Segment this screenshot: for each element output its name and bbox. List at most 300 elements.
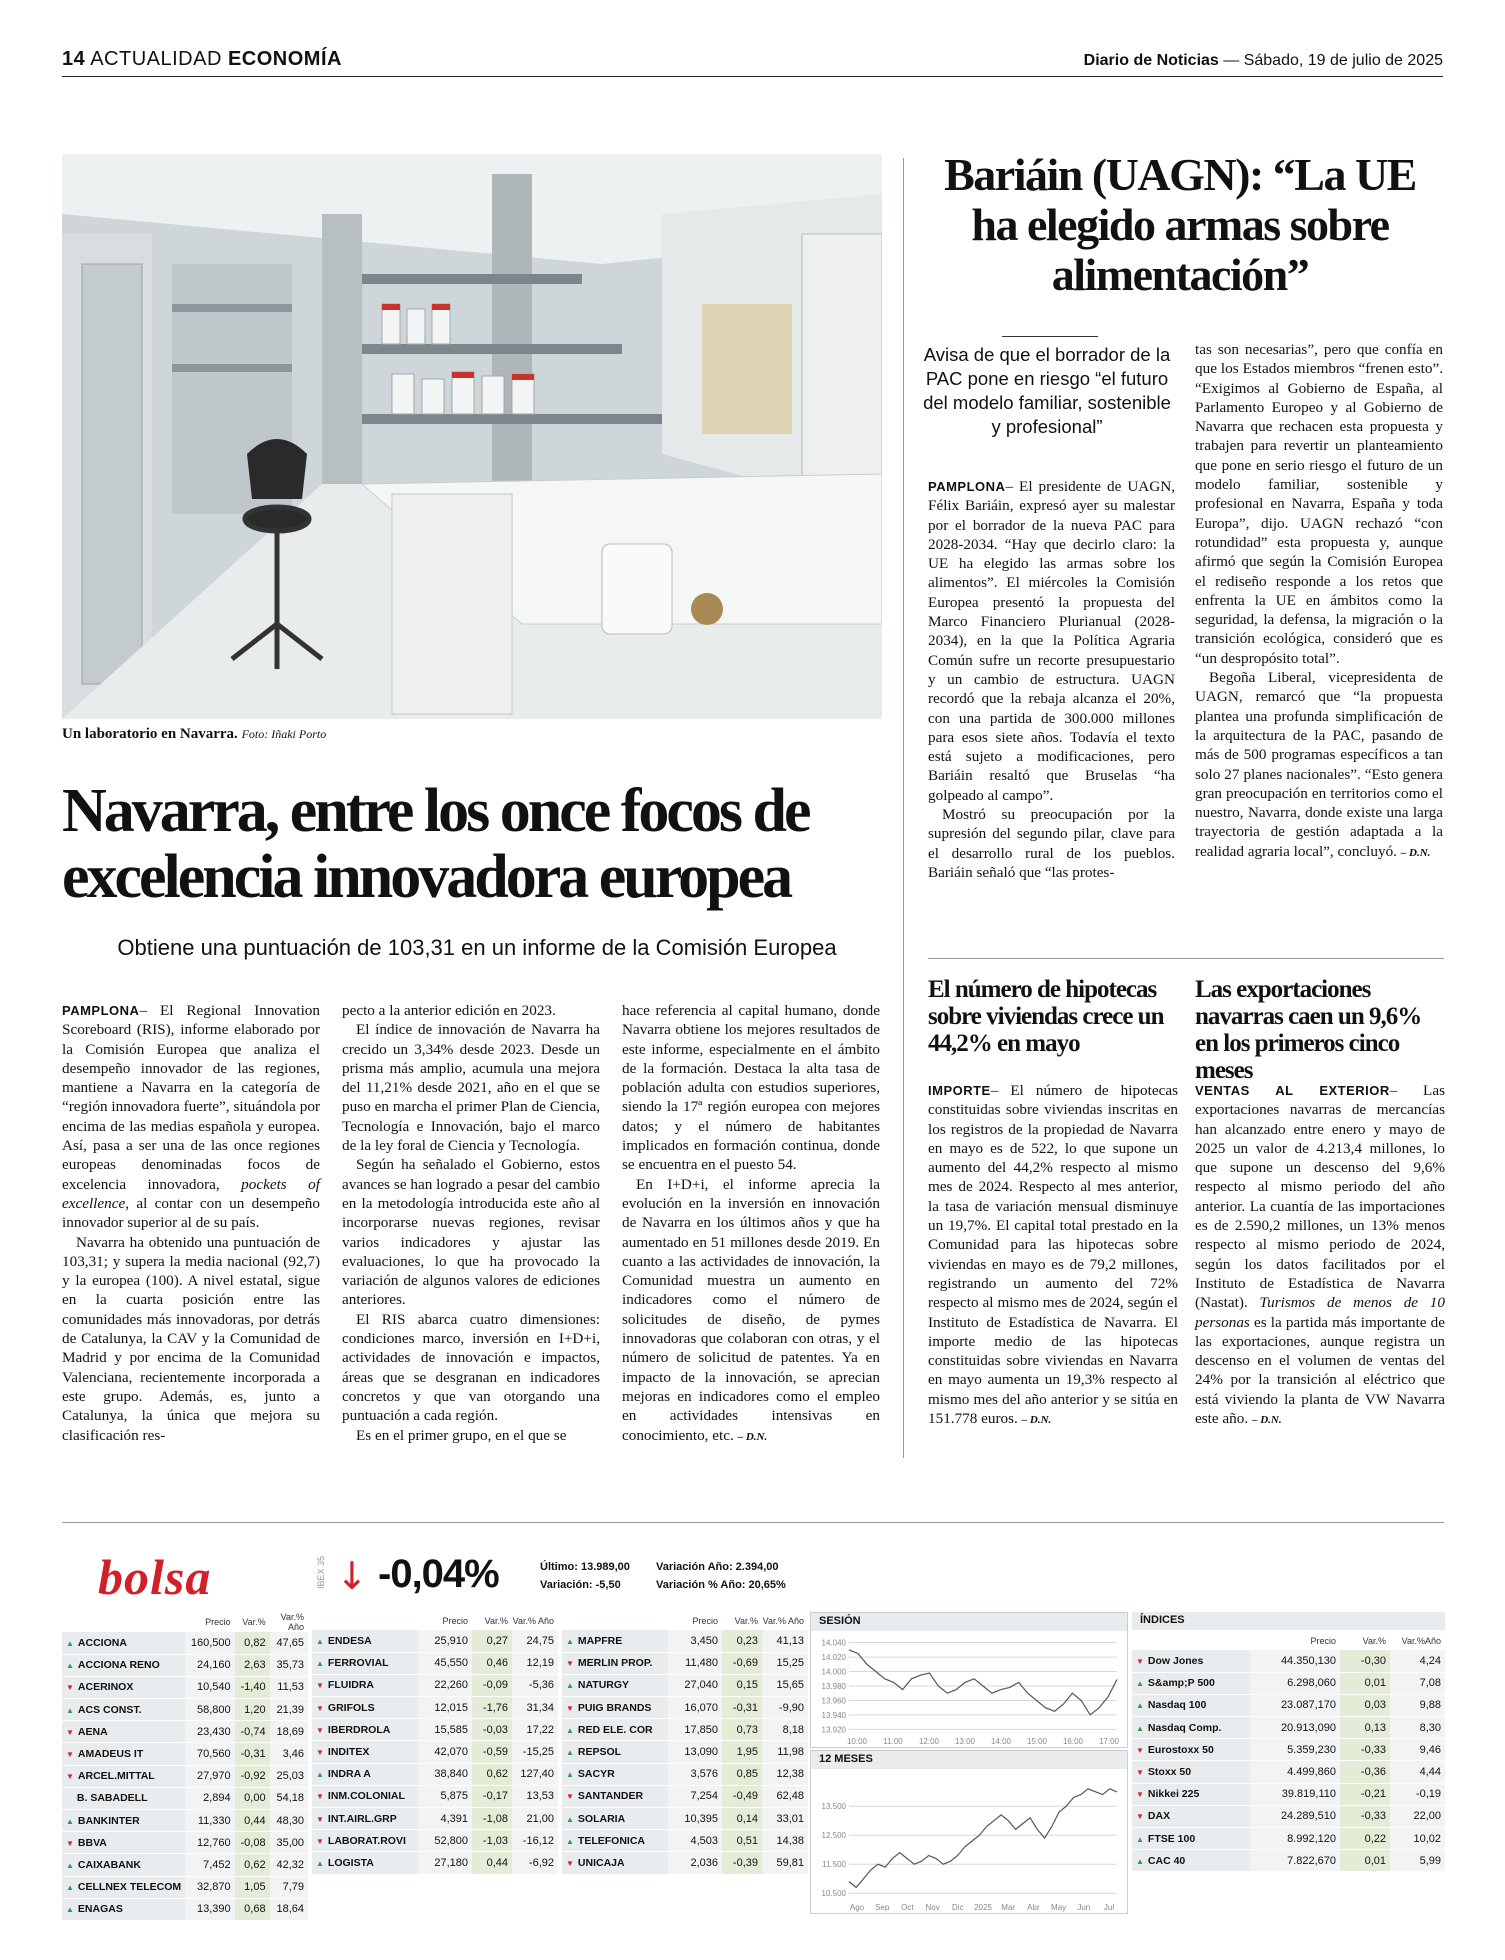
column-divider xyxy=(903,158,904,1458)
stock-change: -0,49 xyxy=(722,1785,762,1807)
arrow-up-icon xyxy=(66,1659,78,1671)
table-row xyxy=(62,1676,308,1698)
stock-price: 32,870 xyxy=(185,1876,234,1898)
stock-year-change: 59,81 xyxy=(762,1852,808,1874)
stock-price: 45,550 xyxy=(418,1652,472,1674)
main-col2-p0: pecto a la anterior edición en 2023. xyxy=(342,1002,556,1019)
stock-year-change: 9,46 xyxy=(1390,1739,1445,1761)
photo-caption xyxy=(62,726,326,743)
arrow-up-icon xyxy=(316,1635,328,1647)
stock-price: 12,015 xyxy=(418,1697,472,1719)
stock-price: 25,910 xyxy=(418,1630,472,1652)
x-tick-label: Abr xyxy=(1027,1903,1040,1912)
stock-year-change: 3,46 xyxy=(270,1743,308,1765)
arrow-down-icon xyxy=(66,1726,78,1738)
session-chart-title: SESIÓN xyxy=(811,1613,1127,1631)
main-col3-p0: hace referencia al capital humano, donde Navarra obtiene los mejores resultados de este informe, especialmente en el ámbito de la formación. Destaca la alta tasa de población adulta con estudios superiores, siendo la 17ª región europea con mejores datos; y el número de habitantes implicados en formación continua, donde se encuentra en el puesto 54. xyxy=(622,1002,880,1174)
y-tick-label: 14.020 xyxy=(821,1653,846,1663)
stock-year-change: 21,00 xyxy=(512,1808,558,1830)
table-row xyxy=(1132,1717,1445,1739)
ibex-tag: IBEX 35 xyxy=(316,1556,326,1590)
x-tick-label: May xyxy=(1051,1903,1067,1912)
x-tick-label: Dic xyxy=(952,1903,964,1912)
main-headline: Navarra, entre los once focos de excelencia innovadora europea xyxy=(62,777,809,911)
stock-change: 0,51 xyxy=(722,1830,762,1852)
stock-price: 2,894 xyxy=(185,1787,234,1809)
stock-name: ▼ ACERINOX xyxy=(62,1676,185,1698)
table-row xyxy=(62,1721,308,1743)
stock-year-change: 47,65 xyxy=(270,1632,308,1654)
main-article-column-2 xyxy=(342,1001,600,1445)
stock-name: ▼ DAX xyxy=(1132,1805,1250,1827)
arrow-up-icon xyxy=(1136,1699,1148,1711)
stock-change: 0,00 xyxy=(235,1787,270,1809)
hipotecas-headline: El número de hipotecas sobre viviendas crece un 44,2% en mayo xyxy=(928,976,1164,1057)
table-row xyxy=(62,1765,308,1787)
arrow-up-icon xyxy=(566,1635,578,1647)
stock-change: 0,01 xyxy=(1340,1850,1390,1872)
stock-change: 0,13 xyxy=(1340,1717,1390,1739)
lab-photo-illustration xyxy=(62,154,882,719)
stocks-table-3: Precio Var.% Var.% Año ▲ MAPFRE 3,450 0,23 41,13 ▼ MERLIN PROP. 11,480 -0,69 15,25 ▲ NATURGY 27,040 0,15 15,65 ▼ PUIG BRANDS 16,070 -0,31 -9,90 ▲ RED ELE. COR 17,850 0,73 8,18 ▲ REPSOL 13,090 1,95 11,98 ▲ SACYR 3,576 0,85 12,38 ▼ SANTANDER 7,254 -0,49 62,48 ▲ SOLARIA 10,395 0,14 33,01 ▲ TELEFONICA 4,503 0,51 14,38 ▼ UNICAJA 2,036 -0,39 59,81 xyxy=(562,1612,808,1875)
stock-change: -0,59 xyxy=(472,1741,512,1763)
arrow-down-icon xyxy=(1136,1766,1148,1778)
stock-change: -0,03 xyxy=(472,1719,512,1741)
header-rule xyxy=(62,76,1443,77)
stock-price: 44.350,130 xyxy=(1250,1650,1340,1672)
stock-change: 0,22 xyxy=(1340,1828,1390,1850)
main-subheadline: Obtiene una puntuación de 103,31 en un informe de la Comisión Europea xyxy=(117,935,837,960)
stock-year-change: -6,92 xyxy=(512,1852,558,1874)
y-tick-label: 10.500 xyxy=(821,1889,846,1899)
stock-price: 38,840 xyxy=(418,1763,472,1785)
stock-change: 0,01 xyxy=(1340,1672,1390,1694)
table-row xyxy=(312,1741,558,1763)
stock-name: ▼ Eurostoxx 50 xyxy=(1132,1739,1250,1761)
ibex-change: -0,04% xyxy=(378,1552,499,1596)
deck-rule xyxy=(1002,336,1098,337)
x-tick-label: Ago xyxy=(849,1903,865,1912)
stock-name: ▼ PUIG BRANDS xyxy=(562,1697,668,1719)
stock-price: 23,430 xyxy=(185,1721,234,1743)
table-row xyxy=(312,1785,558,1807)
stock-year-change: 41,13 xyxy=(762,1630,808,1652)
stock-year-change: 17,22 xyxy=(512,1719,558,1741)
stock-price: 5.359,230 xyxy=(1250,1739,1340,1761)
stock-change: 1,95 xyxy=(722,1741,762,1763)
stocks-table-2: Precio Var.% Var.% Año ▲ ENDESA 25,910 0,27 24,75 ▲ FERROVIAL 45,550 0,46 12,19 ▼ FLUIDRA 22,260 -0,09 -5,36 ▼ GRIFOLS 12,015 -1,76 31,34 ▼ IBERDROLA 15,585 -0,03 17,22 ▼ INDITEX 42,070 -0,59 -15,25 ▲ INDRA A 38,840 0,62 127,40 ▼ INM.COLONIAL 5,875 -0,17 13,53 ▼ INT.AIRL.GRP 4,391 -1,08 21,00 ▼ LABORAT.ROVI 52,800 -1,03 -16,12 ▲ LOGISTA 27,180 0,44 -6,92 xyxy=(312,1612,558,1875)
stock-name: ▼ Dow Jones xyxy=(1132,1650,1250,1672)
stock-name: ▲ SACYR xyxy=(562,1763,668,1785)
main-col1-p1: PAMPLONA– El Regional Innovation Scoreboard (RIS), informe elaborado por la Comisión Europea que analiza el desempeño innovador de las regiones, mantiene a Navarra en la categoría de “región innovadora fuerte”, situándola por encima de las medias española y europea. Así, pasa a ser una de las once regiones europeas denominadas focos de excelencia innovadora, pockets of excellence, al contar con un desempeño innovador superior al de su país. xyxy=(62,1002,320,1232)
stock-price: 10,540 xyxy=(185,1676,234,1698)
issue-date: — Sábado, 19 de julio de 2025 xyxy=(1223,52,1443,69)
stocks-table-1: Precio Var.% Var.% Año ▲ ACCIONA 160,500 0,82 47,65 ▲ ACCIONA RENO 24,160 2,63 35,73 ▼ ACERINOX 10,540 -1,40 11,53 ▲ ACS CONST. 58,800 1,20 21,39 ▼ AENA 23,430 -0,74 18,69 ▼ AMADEUS IT 70,560 -0,31 3,46 ▼ ARCEL.MITTAL 27,970 -0,92 25,03 B. SABADELL 2,894 0,00 54,18 ▲ BANKINTER 11,330 0,44 48,30 ▼ BBVA 12,760 -0,08 35,00 ▲ CAIXABANK 7,452 0,62 42,32 ▲ CELLNEX TELECOM 32,870 1,05 7,79 ▲ ENAGAS 13,390 0,68 18,64 xyxy=(62,1612,308,1921)
stock-year-change: 25,03 xyxy=(270,1765,308,1787)
stock-name: ▼ Stoxx 50 xyxy=(1132,1761,1250,1783)
stock-price: 5,875 xyxy=(418,1785,472,1807)
stock-name: ▼ INDITEX xyxy=(312,1741,418,1763)
y-tick-label: 14.000 xyxy=(821,1667,846,1677)
stock-name: ▲ REPSOL xyxy=(562,1741,668,1763)
stock-change: 0,68 xyxy=(235,1898,270,1920)
table-row xyxy=(562,1830,808,1852)
stock-name: ▼ AENA xyxy=(62,1721,185,1743)
stock-year-change: 62,48 xyxy=(762,1785,808,1807)
table-row xyxy=(1132,1761,1445,1783)
stock-price: 27,970 xyxy=(185,1765,234,1787)
series-line xyxy=(849,1789,1117,1888)
arrow-up-icon xyxy=(566,1768,578,1780)
stock-change: -0,30 xyxy=(1340,1650,1390,1672)
arrow-down-icon xyxy=(1136,1744,1148,1756)
table-row xyxy=(312,1852,558,1874)
stock-name: ▼ FLUIDRA xyxy=(312,1674,418,1696)
stock-name: ▼ GRIFOLS xyxy=(312,1697,418,1719)
x-tick-label: Oct xyxy=(901,1903,914,1912)
stock-price: 13,390 xyxy=(185,1898,234,1920)
stock-change: -0,69 xyxy=(722,1652,762,1674)
y-tick-label: 13.920 xyxy=(821,1725,846,1735)
right-section-rule xyxy=(928,958,1444,959)
ibex-var-pct-anio: 20,65% xyxy=(748,1579,786,1591)
stock-change: 0,44 xyxy=(472,1852,512,1874)
arrow-up-icon xyxy=(566,1746,578,1758)
stock-year-change: -5,36 xyxy=(512,1674,558,1696)
stock-change: 0,44 xyxy=(235,1810,270,1832)
arrow-up-icon xyxy=(66,1704,78,1716)
uagn-col1-p2: Mostró su preocupación por la supresión del segundo pilar, clave para el desarrollo rural de los pueblos. Bariáin señaló que “las protes- xyxy=(928,806,1175,881)
table-row xyxy=(312,1763,558,1785)
x-tick-label: Jul xyxy=(1103,1903,1115,1912)
stock-price: 22,260 xyxy=(418,1674,472,1696)
table-row xyxy=(1132,1672,1445,1694)
arrow-up-icon xyxy=(66,1903,78,1915)
stock-change: -0,33 xyxy=(1340,1739,1390,1761)
stock-price: 3,450 xyxy=(668,1630,722,1652)
stock-year-change: 13,53 xyxy=(512,1785,558,1807)
stock-change: 2,63 xyxy=(235,1654,270,1676)
ibex-var-anio: 2.394,00 xyxy=(735,1561,779,1573)
arrow-up-icon xyxy=(1136,1722,1148,1734)
indices-title: ÍNDICES xyxy=(1132,1612,1445,1630)
arrow-up-icon xyxy=(66,1637,78,1649)
session-chart-svg xyxy=(811,1631,1127,1747)
table-row xyxy=(312,1630,558,1652)
stock-name: ▲ LOGISTA xyxy=(312,1852,418,1874)
x-tick-label: 12:00 xyxy=(918,1737,940,1746)
bolsa-top-rule xyxy=(62,1522,1444,1523)
stock-year-change: 18,64 xyxy=(270,1898,308,1920)
arrow-down-icon xyxy=(66,1748,78,1760)
stock-price: 7,452 xyxy=(185,1854,234,1876)
arrow-down-icon xyxy=(316,1702,328,1714)
stock-name: ▲ SOLARIA xyxy=(562,1808,668,1830)
arrow-up-icon xyxy=(566,1835,578,1847)
stock-name: B. SABADELL xyxy=(62,1787,185,1809)
table-row xyxy=(1132,1850,1445,1872)
stock-year-change: 4,44 xyxy=(1390,1761,1445,1783)
stock-price: 27,040 xyxy=(668,1674,722,1696)
arrow-down-icon xyxy=(316,1790,328,1802)
stock-price: 20.913,090 xyxy=(1250,1717,1340,1739)
arrow-down-icon: ↓ xyxy=(336,1554,368,1598)
stock-change: -1,08 xyxy=(472,1808,512,1830)
stock-year-change: 24,75 xyxy=(512,1630,558,1652)
stock-year-change: 18,69 xyxy=(270,1721,308,1743)
arrow-up-icon xyxy=(316,1857,328,1869)
stock-name: ▲ S&amp;P 500 xyxy=(1132,1672,1250,1694)
table-row xyxy=(562,1763,808,1785)
stock-price: 10,395 xyxy=(668,1808,722,1830)
stock-change: 0,27 xyxy=(472,1630,512,1652)
series-line xyxy=(849,1650,1117,1715)
ibex-variacion: -5,50 xyxy=(595,1579,621,1591)
stock-name: ▲ Nasdaq Comp. xyxy=(1132,1717,1250,1739)
arrow-up-icon xyxy=(316,1768,328,1780)
stock-change: -1,40 xyxy=(235,1676,270,1698)
stock-price: 8.992,120 xyxy=(1250,1828,1340,1850)
stock-price: 17,850 xyxy=(668,1719,722,1741)
stock-price: 11,330 xyxy=(185,1810,234,1832)
stock-name: ▲ CAIXABANK xyxy=(62,1854,185,1876)
table-row xyxy=(312,1830,558,1852)
stock-price: 42,070 xyxy=(418,1741,472,1763)
arrow-down-icon xyxy=(1136,1788,1148,1800)
stock-price: 27,180 xyxy=(418,1852,472,1874)
stock-year-change: 42,32 xyxy=(270,1854,308,1876)
ibex-stats-left: Último: 13.989,00 Variación: -5,50 xyxy=(540,1561,630,1591)
x-tick-label: Mar xyxy=(1001,1903,1016,1912)
table-row xyxy=(1132,1694,1445,1716)
ibex-stats-right: Variación Año: 2.394,00 Variación % Año: 20,65% xyxy=(656,1561,786,1591)
stock-change: -0,21 xyxy=(1340,1783,1390,1805)
table-row xyxy=(1132,1650,1445,1672)
stock-year-change: 7,79 xyxy=(270,1876,308,1898)
exportaciones-p1: VENTAS AL EXTERIOR– Las exportaciones navarras de mercancías han alcanzado entre enero y mayo de 2025 un valor de 4.213,4 millones, lo que supone un descenso del 9,6% respecto al mismo periodo del año anterior. La cuantía de las importaciones es de 2.590,2 millones, un 13% menos respecto al mismo periodo de 2024, según los datos facilitados por el Instituto de Estadística de Navarra (Nastat). Turismos de menos de 10 personas es la partida más importante de las exportaciones, aunque registra un descenso en el volumen de ventas del 24% por la transición al eléctrico que está viviendo la planta de VW Navarra este año. – D.N. xyxy=(1195,1082,1446,1428)
stock-name: ▲ NATURGY xyxy=(562,1674,668,1696)
arrow-down-icon xyxy=(66,1770,78,1782)
hipotecas-p1: IMPORTE– El número de hipotecas constituidas sobre viviendas inscritas en los registros de la propiedad de Navarra en mayo es de 522, lo que supone un aumento del 44,2% respecto al mismo mes de 2024. Respecto al mes anterior, la tasa de variación mensual disminuye un 19,7%. El capital total prestado en la Comunidad para las hipotecas sobre viviendas en mayo es de 79,2 millones, registrando un aumento del 72% respecto al mismo mes de 2024, según el Instituto de Estadística de Navarra. El importe medio de las hipotecas constituidas sobre viviendas en Navarra en mayo aumenta un 19,3% respecto al mismo mes del año anterior y se sitúa en 151.778 euros. – D.N. xyxy=(928,1082,1178,1428)
x-tick-label: Jun xyxy=(1077,1903,1091,1912)
arrow-down-icon xyxy=(566,1857,578,1869)
stock-price: 12,760 xyxy=(185,1832,234,1854)
stock-name: ▲ TELEFONICA xyxy=(562,1830,668,1852)
session-chart xyxy=(810,1612,1128,1748)
table-row xyxy=(562,1741,808,1763)
arrow-up-icon xyxy=(566,1679,578,1691)
stock-name: ▼ INM.COLONIAL xyxy=(312,1785,418,1807)
stock-name: ▼ MERLIN PROP. xyxy=(562,1652,668,1674)
y-tick-label: 12.500 xyxy=(821,1831,846,1841)
stock-year-change: 127,40 xyxy=(512,1763,558,1785)
stock-change: -1,76 xyxy=(472,1697,512,1719)
stock-year-change: -15,25 xyxy=(512,1741,558,1763)
newspaper-name: Diario de Noticias xyxy=(1083,52,1219,69)
uagn-headline: Bariáin (UAGN): “La UE ha elegido armas sobre alimentación” xyxy=(944,149,1416,300)
arrow-down-icon xyxy=(316,1746,328,1758)
x-tick-label: 10:00 xyxy=(846,1737,868,1746)
stock-change: 0,03 xyxy=(1340,1694,1390,1716)
stock-year-change: 35,73 xyxy=(270,1654,308,1676)
x-tick-label: 14:00 xyxy=(990,1737,1012,1746)
table-row xyxy=(62,1632,308,1654)
y-tick-label: 13.500 xyxy=(821,1802,846,1812)
exportaciones-body xyxy=(1195,1081,1445,1430)
table-row xyxy=(62,1898,308,1920)
arrow-down-icon xyxy=(66,1837,78,1849)
stock-year-change: -0,19 xyxy=(1390,1783,1445,1805)
stock-change: -0,39 xyxy=(722,1852,762,1874)
stock-change: 0,62 xyxy=(235,1854,270,1876)
stock-name: ▲ ENDESA xyxy=(312,1630,418,1652)
stock-name: ▲ CELLNEX TELECOM xyxy=(62,1876,185,1898)
stock-name: ▼ BBVA xyxy=(62,1832,185,1854)
stock-price: 6.298,060 xyxy=(1250,1672,1340,1694)
ibex-ultimo: 13.989,00 xyxy=(580,1561,630,1573)
x-tick-label: Nov xyxy=(925,1903,940,1912)
page-number: 14 xyxy=(62,48,86,70)
arrow-up-icon xyxy=(66,1815,78,1827)
uagn-col2-p2: Begoña Liberal, vicepresidenta de UAGN, remarcó que “la propuesta plantea una profunda simplificación de la arquitectura de la PAC, pasando de más de 500 programas específicos a tan solo 27 planes nacionales”. “Esto genera gran preocupación en territorios como el nuestro, Navarra, donde existe una larga trayectoria de gestión adaptada a la realidad agraria local”, concluyó. – D.N. xyxy=(1195,669,1443,860)
table-row xyxy=(62,1699,308,1721)
stock-price: 23.087,170 xyxy=(1250,1694,1340,1716)
exportaciones-headline: Las exportaciones navarras caen un 9,6% en los primeros cinco meses xyxy=(1195,976,1422,1084)
stock-name: ▲ FERROVIAL xyxy=(312,1652,418,1674)
stock-price: 3,576 xyxy=(668,1763,722,1785)
table-row xyxy=(562,1630,808,1652)
arrow-up-icon xyxy=(566,1813,578,1825)
stock-change: -0,17 xyxy=(472,1785,512,1807)
stock-year-change: 7,08 xyxy=(1390,1672,1445,1694)
stock-price: 4,391 xyxy=(418,1808,472,1830)
table-row xyxy=(312,1674,558,1696)
arrow-down-icon xyxy=(316,1813,328,1825)
table-row xyxy=(562,1674,808,1696)
table-row xyxy=(562,1785,808,1807)
stock-year-change: 35,00 xyxy=(270,1832,308,1854)
main-col3-p1: En I+D+i, el informe aprecia la evolución en la inversión en innovación de Navarra en los últimos años y que ha aumentado en 51 millones desde 2019. En cuanto a las actividades de innovación, la Comunidad muestra un aumento en indicadores como el número de solicitudes de diseño, de pymes innovadoras que colaboran con otras, y el número de solicitud de patentes. Ya en impacto de la innovación, se aprecian mejoras en indicadores como el empleo en actividades intensivas en conocimiento, etc. – D.N. xyxy=(622,1175,880,1444)
arrow-down-icon xyxy=(316,1679,328,1691)
stock-change: -0,08 xyxy=(235,1832,270,1854)
stock-price: 7.822,670 xyxy=(1250,1850,1340,1872)
main-article-column-3 xyxy=(622,1001,880,1447)
arrow-down-icon xyxy=(316,1724,328,1736)
uagn-column-1 xyxy=(928,477,1175,882)
y-tick-label: 13.940 xyxy=(821,1710,846,1720)
stock-change: 1,20 xyxy=(235,1699,270,1721)
page-header-left xyxy=(62,48,342,71)
stock-change: 0,73 xyxy=(722,1719,762,1741)
stock-change: 0,62 xyxy=(472,1763,512,1785)
x-tick-label: 11:00 xyxy=(883,1737,903,1746)
main-col2-p3: El RIS abarca cuatro dimensiones: condiciones marco, inversión en I+D+i, actividades de innovación e impactos, áreas que se desgranan en indicadores concretos y que van otorgando una puntuación a cada región. xyxy=(342,1310,600,1425)
stock-price: 4.499,860 xyxy=(1250,1761,1340,1783)
table-row xyxy=(312,1652,558,1674)
photo-credit: Foto: Iñaki Porto xyxy=(241,727,327,741)
stock-price: 70,560 xyxy=(185,1743,234,1765)
stock-name: ▼ ARCEL.MITTAL xyxy=(62,1765,185,1787)
stock-year-change: 11,98 xyxy=(762,1741,808,1763)
main-col2-p4: Es en el primer grupo, en el que se xyxy=(356,1426,567,1444)
stock-change: 0,15 xyxy=(722,1674,762,1696)
table-row xyxy=(62,1876,308,1898)
stock-year-change: 4,24 xyxy=(1390,1650,1445,1672)
stock-price: 39.819,110 xyxy=(1250,1783,1340,1805)
stock-change: 0,46 xyxy=(472,1652,512,1674)
y-tick-label: 13.960 xyxy=(821,1696,846,1706)
stock-name: ▲ CAC 40 xyxy=(1132,1850,1250,1872)
stock-name: ▲ MAPFRE xyxy=(562,1630,668,1652)
stock-year-change: 15,65 xyxy=(762,1674,808,1696)
stock-name: ▼ SANTANDER xyxy=(562,1785,668,1807)
indices-table: Precio Var.% Var.%Año ▼ Dow Jones 44.350,130 -0,30 4,24 ▲ S&amp;P 500 6.298,060 0,01 7,08 ▲ Nasdaq 100 23.087,170 0,03 9,88 ▲ Nasdaq Comp. 20.913,090 0,13 8,30 ▼ Eurostoxx 50 5.359,230 -0,33 9,46 ▼ Stoxx 50 4.499,860 -0,36 4,44 ▼ Nikkei 225 39.819,110 -0,21 -0,19 ▼ DAX 24.289,510 -0,33 22,00 ▲ FTSE 100 8.992,120 0,22 10,02 ▲ CAC 40 7.822,670 0,01 5,99 xyxy=(1132,1632,1445,1872)
arrow-up-icon xyxy=(1136,1833,1148,1845)
stock-year-change: 31,34 xyxy=(512,1697,558,1719)
stock-price: 15,585 xyxy=(418,1719,472,1741)
stock-name: ▼ AMADEUS IT xyxy=(62,1743,185,1765)
stock-name: ▲ Nasdaq 100 xyxy=(1132,1694,1250,1716)
stock-year-change: 33,01 xyxy=(762,1808,808,1830)
bolsa-title: bolsa xyxy=(98,1549,212,1605)
arrow-up-icon xyxy=(66,1881,78,1893)
arrow-up-icon xyxy=(1136,1855,1148,1867)
stock-year-change: -16,12 xyxy=(512,1830,558,1852)
stock-year-change: 15,25 xyxy=(762,1652,808,1674)
table-row xyxy=(62,1832,308,1854)
stock-name: ▼ IBERDROLA xyxy=(312,1719,418,1741)
stock-year-change: 8,30 xyxy=(1390,1717,1445,1739)
arrow-down-icon xyxy=(1136,1655,1148,1667)
stock-year-change: 54,18 xyxy=(270,1787,308,1809)
stock-change: -0,74 xyxy=(235,1721,270,1743)
stock-price: 4,503 xyxy=(668,1830,722,1852)
arrow-down-icon xyxy=(316,1835,328,1847)
x-tick-label: 13:00 xyxy=(954,1737,976,1746)
arrow-down-icon xyxy=(566,1657,578,1669)
stock-year-change: 48,30 xyxy=(270,1810,308,1832)
stock-price: 160,500 xyxy=(185,1632,234,1654)
stock-change: -0,33 xyxy=(1340,1805,1390,1827)
arrow-up-icon xyxy=(316,1657,328,1669)
y-tick-label: 11.500 xyxy=(822,1860,846,1870)
main-article-column-1 xyxy=(62,1001,320,1445)
stock-year-change: 8,18 xyxy=(762,1719,808,1741)
stock-price: 2,036 xyxy=(668,1852,722,1874)
stock-year-change: 12,19 xyxy=(512,1652,558,1674)
stock-change: -0,31 xyxy=(235,1743,270,1765)
stock-change: 0,23 xyxy=(722,1630,762,1652)
main-col2-p1: El índice de innovación de Navarra ha crecido un 3,34% desde 2023. Desde un prisma más amplio, acumula una mejora del 11,21% desde 2021, año en el que se puso en marcha el primer Plan de Ciencia, Tecnología e Innovación, bajo el marco de la ley foral de Ciencia y Tecnología. xyxy=(342,1021,600,1155)
stock-name: ▲ ENAGAS xyxy=(62,1898,185,1920)
table-row xyxy=(62,1654,308,1676)
table-row xyxy=(1132,1828,1445,1850)
table-row xyxy=(1132,1805,1445,1827)
uagn-column-2 xyxy=(1195,340,1443,863)
table-row xyxy=(562,1808,808,1830)
stock-name: ▲ RED ELE. COR xyxy=(562,1719,668,1741)
stock-change: 0,85 xyxy=(722,1763,762,1785)
stock-year-change: 22,00 xyxy=(1390,1805,1445,1827)
stock-year-change: 5,99 xyxy=(1390,1850,1445,1872)
caption-text: Un laboratorio en Navarra. xyxy=(62,726,238,742)
stock-name: ▲ FTSE 100 xyxy=(1132,1828,1250,1850)
stock-name: ▲ ACCIONA xyxy=(62,1632,185,1654)
arrow-down-icon xyxy=(66,1681,78,1693)
table-row xyxy=(62,1854,308,1876)
yearly-chart-title: 12 MESES xyxy=(811,1751,1127,1769)
yearly-chart-svg xyxy=(811,1769,1127,1913)
